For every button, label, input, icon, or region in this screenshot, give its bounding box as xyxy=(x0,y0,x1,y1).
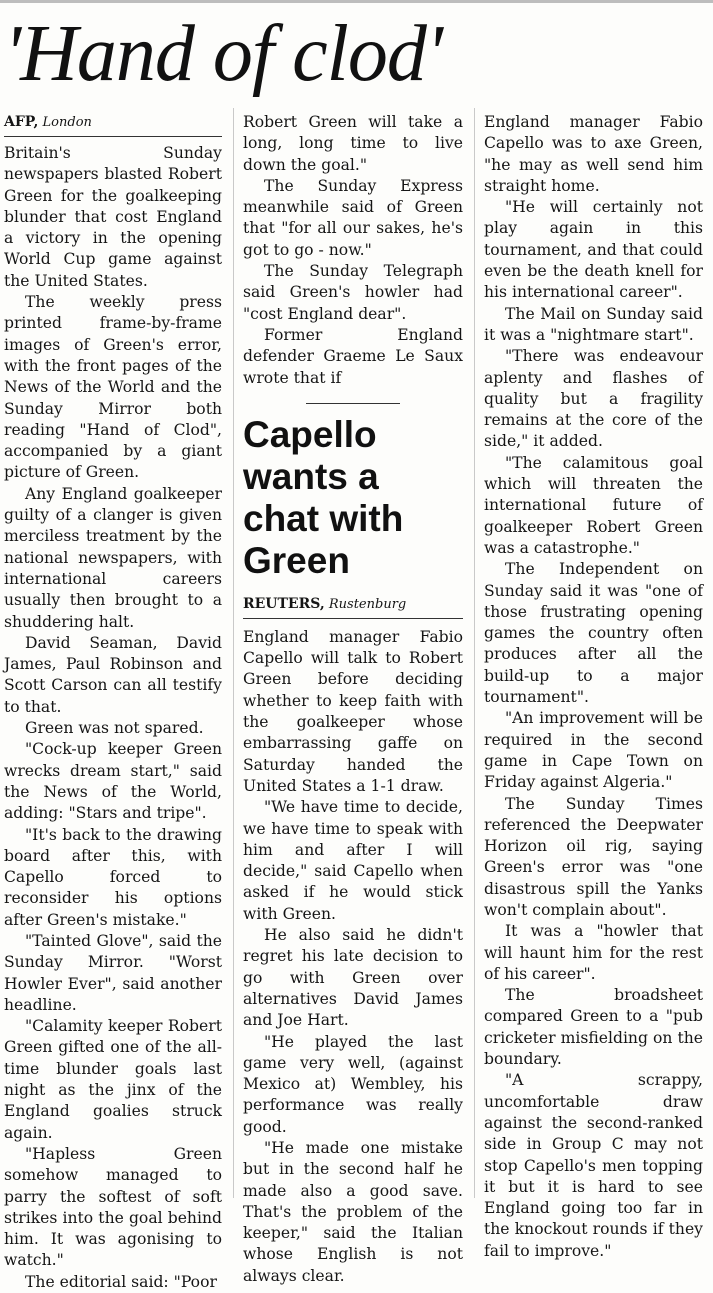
article1-paragraph: David Seaman, David James, Paul Robinson and Scott Carson can all testify to that. xyxy=(4,633,222,716)
article1-continued-paragraph: The Sunday Times referenced the Deepwater Horizon oil rig, saying Green's error was "one disastrous spill the Yanks won't complain about". xyxy=(484,794,703,919)
page-headline: 'Hand of clod' xyxy=(4,10,442,98)
article1-paragraph: The editorial said: "Poor xyxy=(25,1272,217,1291)
column-2 xyxy=(243,112,463,1287)
article1-paragraph: Green was not spared. xyxy=(25,719,204,738)
article1-paragraph: "Tainted Glove", said the Sunday Mirror. "Worst Howler Ever", said another headline. xyxy=(4,931,222,1014)
article2-byline xyxy=(243,594,463,619)
article2-paragraph: "We have time to decide, we have time to speak with him and after I will decide," said Capello when asked if he would stick with Green. xyxy=(243,798,463,923)
article1-continued-paragraph: The Mail on Sunday said it was a "nightmare start". xyxy=(484,304,703,344)
column-divider xyxy=(233,108,234,1198)
column-1 xyxy=(4,112,222,1293)
column-divider xyxy=(474,108,475,1198)
article1-continued-paragraph: The Independent on Sunday said it was "one of those frustrating opening games the country often produces after all the build-up to a major tournament". xyxy=(484,560,703,707)
article1-paragraph: "Cock-up keeper Green wrecks dream start," said the News of the World, adding: "Stars and tripe". xyxy=(4,740,222,823)
article1-paragraph: Any England goalkeeper guilty of a clanger is given merciless treatment by the national newspapers, with international careers usually then brought to a shuddering halt. xyxy=(4,484,222,631)
article1-continued-paragraph: "There was endeavour aplenty and flashes of quality but a fragility remains at the core of the side," it added. xyxy=(484,347,703,451)
column-3 xyxy=(484,112,703,1262)
article1-paragraph: Britain's Sunday newspapers blasted Robert Green for the goalkeeping blunder that cost England a victory in the opening World Cup game against the United States. xyxy=(4,144,222,290)
article1-paragraph: "Calamity keeper Robert Green gifted one of the all-time blunder goals last night as the jinx of the England goalies struck again. xyxy=(4,1017,222,1142)
article2-paragraph: "He played the last game very well, (against Mexico at) Wembley, his performance was really good. xyxy=(243,1032,463,1136)
article2-paragraph: He also said he didn't regret his late decision to go with Green over alternatives David James and Joe Hart. xyxy=(243,926,463,1030)
article1-agency: AFP, xyxy=(4,114,39,130)
top-border xyxy=(0,0,713,3)
article1-city: London xyxy=(42,115,92,130)
article1-continued-paragraph: It was a "howler that will haunt him for the rest of his career". xyxy=(484,922,703,983)
article1-continued-paragraph: The broadsheet compared Green to a "pub cricketer misfielding on the boundary. xyxy=(484,986,703,1069)
article2-city: Rustenburg xyxy=(328,596,407,612)
section-divider xyxy=(306,403,400,404)
article2-paragraph: "He made one mistake but in the second half he made also a good save. That's the problem of the keeper," said the Italian whose English is not always clear. xyxy=(243,1138,463,1285)
article1-continued-paragraph: "The calamitous goal which will threaten the international future of goalkeeper Robert Green was a catastrophe." xyxy=(484,453,703,557)
article1-continued-paragraph: England manager Fabio Capello was to axe Green, "he may as well send him straight home. xyxy=(484,113,703,195)
article1-paragraph: "Hapless Green somehow managed to parry the softest of soft strikes into the goal behind him. It was agonising to watch." xyxy=(4,1144,222,1270)
article1-continued-paragraph: Former England defender Graeme Le Saux wrote that if xyxy=(243,325,463,387)
article1-continued-paragraph: "An improvement will be required in the second game in Cape Town on Friday against Algeria." xyxy=(484,709,703,792)
article1-continued-paragraph: Robert Green will take a long, long time to live down the goal." xyxy=(243,113,463,174)
article2-paragraph: England manager Fabio Capello will talk to Robert Green before deciding whether to keep faith with the goalkeeper whose embarrassing gaffe on Saturday handed the United States a 1-1 draw. xyxy=(243,627,463,795)
article1-byline xyxy=(4,112,222,137)
article1-paragraph: The weekly press printed frame-by-frame images of Green's error, with the front pages of the News of the World and the Sunday Mirror both reading "Hand of Clod", accompanied by a giant picture of Green. xyxy=(4,293,222,482)
article1-paragraph: "It's back to the drawing board after this, with Capello forced to reconsider his options after Green's mistake." xyxy=(4,825,222,929)
article1-continued-paragraph: The Sunday Express meanwhile said of Green that "for all our sakes, he's got to go - now." xyxy=(243,176,463,259)
article1-continued-paragraph: The Sunday Telegraph said Green's howler had "cost England dear". xyxy=(243,262,463,323)
article2-headline: Capello wants a chat with Green xyxy=(243,413,404,581)
article1-continued-paragraph: "He will certainly not play again in this tournament, and that could even be the death knell for his international career". xyxy=(484,198,703,302)
article1-continued-paragraph: "A scrappy, uncomfortable draw against the second-ranked side in Group C may not stop Capello's men topping it but it is hard to see England going too far in the knockout rounds if they fail to improve." xyxy=(484,1071,703,1260)
article2-agency: REUTERS, xyxy=(243,595,325,612)
